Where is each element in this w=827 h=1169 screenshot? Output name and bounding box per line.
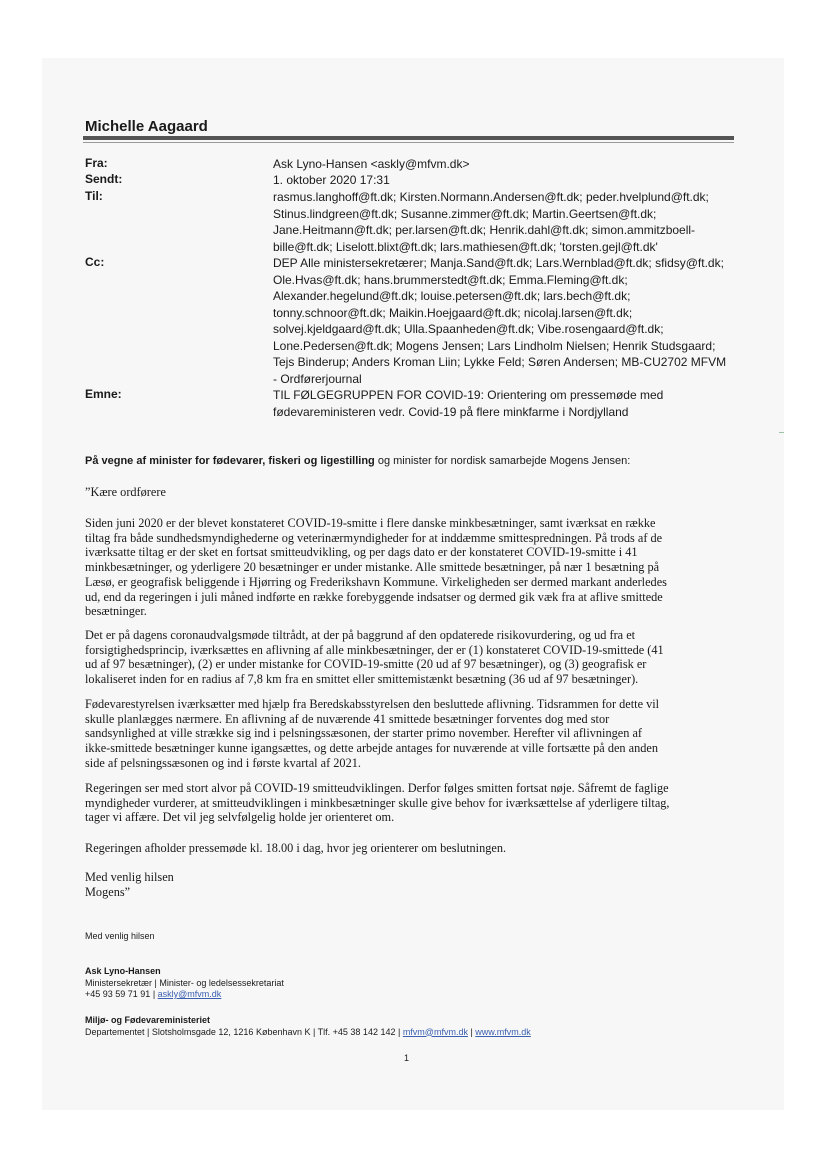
from-value: Ask Lyno-Hansen <askly@mfvm.dk> <box>273 157 470 171</box>
cc-line: Ole.Hvas@ft.dk; hans.brummerstedt@ft.dk; Emma.Fleming@ft.dk; <box>273 272 628 287</box>
paragraph-line: myndigheder vurderer, at smitteudviklingen i minkbesætninger skulle give behov for iværksættelse af yderligere tiltag, <box>85 795 670 810</box>
cc-line: - Ordførerjournal <box>273 371 362 386</box>
signature-email-link[interactable]: askly@mfvm.dk <box>157 989 222 999</box>
to-recipients <box>273 189 743 255</box>
cc-line: DEP Alle ministersekretærer; Manja.Sand@ft.dk; Lars.Wernblad@ft.dk; sfidsy@ft.dk; <box>273 256 724 270</box>
subject-line: fødevareministeren vedr. Covid-19 på flere minkfarme i Nordjylland <box>273 404 629 419</box>
paragraph-line: iværksatte tiltag er der sket en fortsat smitteudvikling, og per dags dato er der konstateret COVID-19-smitte i 41 <box>85 545 638 560</box>
header-rule <box>83 136 734 140</box>
cc-line: Lone.Pedersen@ft.dk; Mogens Jensen; Lars Lindholm Nielsen; Henrik Studsgaard; <box>273 338 716 353</box>
sender-name: Michelle Aagaard <box>85 118 208 135</box>
sent-label: Sendt: <box>85 172 123 186</box>
organization-name: Miljø- og Fødevareministeriet <box>85 1015 211 1025</box>
page-number: 1 <box>404 1053 410 1063</box>
paragraph-line: tiltag fra både sundhedsmyndighederne og veterinærmyndigheder for at inddæmme smittespredningen. På trods af de <box>85 530 663 545</box>
to-line: rasmus.langhoff@ft.dk; Kirsten.Normann.Andersen@ft.dk; peder.hvelplund@ft.dk; <box>273 190 709 204</box>
cc-line: Tejs Binderup; Anders Kroman Liin; Lykke Feld; Søren Andersen; MB-CU2702 MFVM <box>273 355 727 369</box>
paragraph-line: forsigtighedsprincip, iværksættes en aflivning af alle minkbesætninger, der er (1) konstateret COVID-19-smittede (41 <box>85 642 664 657</box>
signature-title: Ministersekretær | Minister- og ledelsessekretariat <box>85 977 284 988</box>
closing-line: Mogens” <box>85 884 131 899</box>
separator: | <box>150 989 158 999</box>
paragraph-line: tager vi affære. Det vil jeg selvfølgelig holde jer orienteret om. <box>85 810 395 825</box>
paragraph-5: Regeringen afholder pressemøde kl. 18.00 i dag, hvor jeg orienterer om beslutningen. <box>85 841 507 855</box>
paragraph-line: Det er på dagens coronaudvalgsmøde tiltrådt, at der på baggrund af den opdaterede risikovurdering, og ud fra et <box>85 628 636 642</box>
signature-block <box>85 966 284 1001</box>
paragraph-line: ud af 97 besætninger), (2) er under mistanke for COVID-19-smitte (20 ud af 97 besætninger), og (3) geografisk er <box>85 657 647 672</box>
paragraph-4 <box>85 781 745 825</box>
cc-label: Cc: <box>85 255 105 269</box>
paragraph-3 <box>85 697 745 771</box>
to-line: Stinus.lindgreen@ft.dk; Susanne.zimmer@ft.dk; Martin.Geertsen@ft.dk; <box>273 206 657 221</box>
paragraph-line: Siden juni 2020 er der blevet konstateret COVID-19-smitte i flere danske minkbesætninger, samt iværksat en række <box>85 516 656 530</box>
subject-label: Emne: <box>85 387 122 401</box>
signature-greeting: Med venlig hilsen <box>85 931 155 941</box>
paragraph-line: ikke-smittede besætninger kunne igangsættes, og dette arbejde antages for nuværende at ville fortsætte på den anden <box>85 741 659 756</box>
organization-address: Departementet | Slotsholmsgade 12, 1216 København K | Tlf. +45 38 142 142 | <box>85 1026 403 1037</box>
organization-block <box>85 1015 531 1038</box>
paragraph-line: skulle planlægges nærmere. En aflivning af de nuværende 41 smittede besætninger forventes dog med stor <box>85 711 610 726</box>
subject-value <box>273 387 743 420</box>
to-label: Til: <box>85 189 103 203</box>
intro-line <box>85 455 630 467</box>
paragraph-2 <box>85 628 745 687</box>
paragraph-line: ud, end da regeringen i juli måned indførte en række forebyggende indsatser og dermed gik væk fra at aflive smittede <box>85 589 663 604</box>
from-label: Fra: <box>85 156 108 170</box>
sent-value: 1. oktober 2020 17:31 <box>273 173 390 187</box>
website-link[interactable]: www.mfvm.dk <box>475 1026 531 1037</box>
paragraph-line: besætninger. <box>85 604 147 619</box>
closing-line: Med venlig hilsen <box>85 870 174 884</box>
closing <box>85 870 745 899</box>
paragraph-line: Regeringen ser med stort alvor på COVID-19 smitteudviklingen. Derfor følges smitten fortsat nøje. Såfremt de faglige <box>85 781 669 795</box>
cc-line: tonny.schnoor@ft.dk; Maikin.Hoejgaard@ft.dk; nicolaj.larsen@ft.dk; <box>273 305 633 320</box>
signature-name: Ask Lyno-Hansen <box>85 966 161 976</box>
header-rule-thin <box>83 142 734 143</box>
paragraph-line: side af pelsningssæsonen og ind i første kvartal af 2021. <box>85 755 361 770</box>
greeting: ”Kære ordførere <box>85 485 166 499</box>
cc-line: Alexander.hegelund@ft.dk; louise.petersen@ft.dk; lars.bech@ft.dk; <box>273 289 631 303</box>
intro-rest: og minister for nordisk samarbejde Mogens Jensen: <box>374 455 631 467</box>
organization-email-link[interactable]: mfvm@mfvm.dk <box>402 1026 468 1037</box>
paragraph-line: sandsynlighed at ville strække sig ind i pelsningssæsonen, der starter primo november. Herefter vil aflivningen af <box>85 726 642 741</box>
cc-recipients <box>273 255 743 387</box>
to-line: bille@ft.dk; Liselott.blixt@ft.dk; lars.mathiesen@ft.dk; 'torsten.gejl@ft.dk' <box>273 239 658 254</box>
paragraph-line: minkbesætninger, og yderligere 20 besætninger er under mistanke. Alle smittede besætninger, på nær 1 besætning på <box>85 560 660 575</box>
paragraph-1 <box>85 516 745 619</box>
separator: | <box>467 1026 476 1037</box>
signature-phone: +45 93 59 71 91 <box>85 989 151 999</box>
to-line: Jane.Heitmann@ft.dk; per.larsen@ft.dk; Henrik.dahl@ft.dk; simon.ammitzboell- <box>273 223 696 237</box>
paragraph-line: Fødevarestyrelsen iværksætter med hjælp fra Beredskabsstyrelsen den besluttede aflivning. Tidsrammen for dette vil <box>85 697 660 711</box>
subject-line: TIL FØLGEGRUPPEN FOR COVID-19: Orientering om pressemøde med <box>273 388 664 402</box>
paragraph-line: Læsø, er geografisk beliggende i Hjørring og Frederikshavn Kommune. Virkeligheden ser dermed markant anderledes <box>85 574 667 589</box>
paragraph-line: lokaliseret inden for en radius af 7,8 km fra en smittet eller smittemistænkt besætning (36 ud af 97 besætninger). <box>85 672 639 687</box>
intro-bold: På vegne af minister for fødevarer, fiskeri og ligestilling <box>85 455 375 467</box>
cc-line: solvej.kjeldgaard@ft.dk; Ulla.Spaanheden@ft.dk; Vibe.rosengaard@ft.dk; <box>273 322 664 336</box>
scan-mark <box>779 432 784 433</box>
